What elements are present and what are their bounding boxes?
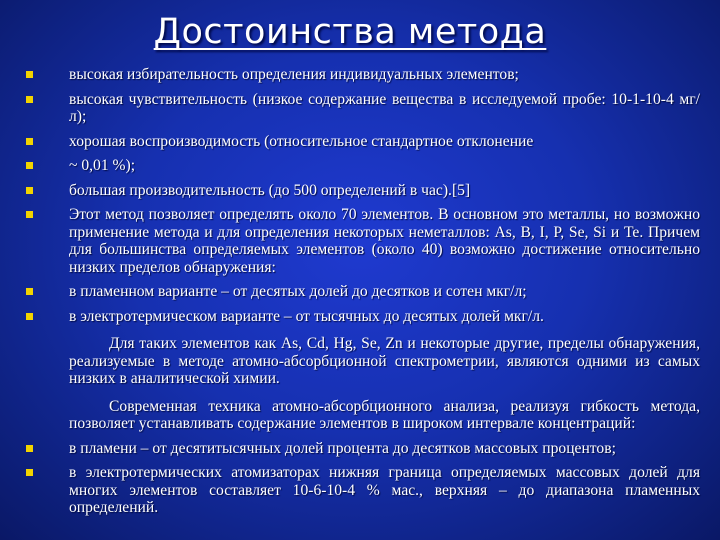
paragraph-text: Современная техника атомно-абсорбционного анализа, реализуя гибкость метода, позволяет устанавливать содержание элементов в широком интервале концентраций:: [69, 397, 700, 432]
list-item-text: хорошая воспроизводимость (относительное стандартное отклонение: [69, 132, 534, 150]
list-item: [24, 464, 700, 517]
slide-title: Достоинства метода: [153, 12, 547, 52]
list-item-text: высокая избирательность определения индивидуальных элементов;: [69, 66, 519, 83]
list-item-text: в пламенном варианте – от десятых долей до десятков и сотен мкг/л;: [69, 283, 527, 300]
list-item: [24, 182, 700, 200]
list-item: [24, 133, 700, 151]
paragraph: [24, 398, 700, 433]
list-item-text: Этот метод позволяет определять около 70 элементов. В основном это металлы, но возможно применение метода и для определения некоторых неметаллов: As, B, I, P, Se, Si и Te. Причем для большинства определяемых элементов (около 40) возможно достижение относительно низких пределов обнаружения:: [69, 206, 700, 276]
list-item-text: ~ 0,01 %);: [69, 157, 136, 174]
paragraph-text: Для таких элементов как As, Cd, Hg, Se, Zn и некоторые другие, пределы обнаружения, реализуемые в методе атомно-абсорбционной спектрометрии, являются одними из самых низких в аналитической химии.: [69, 335, 700, 387]
paragraph: [24, 335, 700, 388]
list-item: [24, 440, 700, 458]
list-item-text: высокая чувствительность (низкое содержание вещества в исследуемой пробе: 10-1-10-4 мг/л);: [69, 90, 700, 125]
list-item: [24, 66, 700, 84]
list-item: [24, 157, 700, 175]
list-item-text: в электротермических атомизаторах нижняя граница определяемых массовых долей для многих элементов составляет 10-6-10-4 % мас., верхняя – до диапазона пламенных определений.: [69, 464, 700, 516]
list-item-text: в электротермическом варианте – от тысячных до десятых долей мкг/л.: [69, 307, 544, 325]
slide-content: [24, 66, 700, 517]
list-item: [24, 308, 700, 326]
list-item: [24, 91, 700, 126]
list-item-text: большая производительность (до 500 определений в час).[5]: [69, 181, 471, 199]
list-item: [24, 206, 700, 276]
list-item: [24, 283, 700, 301]
list-item-text: в пламени – от десятитысячных долей процента до десятков массовых процентов;: [69, 439, 616, 457]
